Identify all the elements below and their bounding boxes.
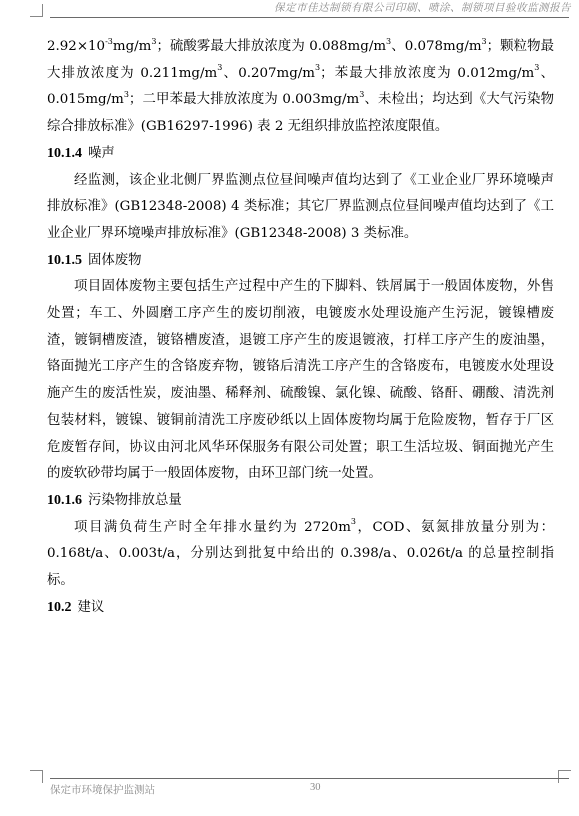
page-number: 30 — [310, 782, 321, 793]
paragraph-air-emissions: $2.92\times 10^{-3}mg/m^3$；硫酸雾最大排放浓度为 $0.088mg/m^3$、$0.078mg/m^3$；颗粒物最大排放浓度为 $0.211mg/m^3$、$0.207mg/m^3$；苯最大排放浓度为 $0.012mg/m^3$、$0.015mg/m^3$；二甲苯最大排放浓度为 $0.003mg/m^3$、未检出；均达到《大气污染物综合排放标准》(GB16297-1996) 表 2 无组织排放监控浓度限值。 — [47, 36, 554, 135]
section-title: 建议 — [77, 599, 105, 615]
corner-mark-bottom-left — [30, 770, 43, 783]
running-header: 保定市佳达制锁有限公司印刷、喷涂、制锁项目验收监测报告 — [274, 2, 571, 14]
paragraph-noise: 经监测，该企业北侧厂界监测点位昼间噪声值均达到了《工业企业厂界环境噪声排放标准》(GB12348-2008) 4 类标准；其它厂界监测点位昼间噪声值均达到了《工业企业厂界环境噪声排放标准》(GB12348-2008) 3 类标准。 — [47, 172, 554, 241]
paragraph-solid-waste: 项目固体废物主要包括生产过程中产生的下脚料、铁屑属于一般固体废物，外售处置；车工、外圆磨工序产生的废切削液，电镀废水处理设施产生污泥，镀镍槽废渣，镀铜槽废渣，镀铬槽废渣，退镀工序产生的废退镀液，打样工序产生的废油墨，铬面抛光工序产生的含铬废弃物，镀铬后清洗工序产生的含铬废布，电镀废水处理设施产生的废活性炭，废油墨、稀释剂、硫酸镍、氯化镍、硫酸、铬酐、硼酸、清洗剂包装材料，镀镍、镀铜前清洗工序废砂纸以上固体废物均属于危险废物，暂存于厂区危废暂存间，协议由河北风华环保服务有限公司处置；职工生活垃圾、铜面抛光产生的废软砂带均属于一般固体废物，由环卫部门统一处置。 — [47, 279, 554, 482]
section-number: 10.1.4 — [47, 145, 82, 161]
corner-mark-bottom-right — [558, 770, 571, 783]
section-number: 10.1.6 — [47, 492, 82, 508]
section-number: 10.2 — [47, 599, 72, 615]
section-heading-10-1-4 — [47, 141, 554, 168]
section-heading-10-1-5 — [47, 248, 554, 275]
section-title: 噪声 — [88, 145, 115, 161]
header-rule — [50, 17, 569, 18]
corner-mark-top-left — [30, 4, 43, 17]
section-title: 固体废物 — [88, 252, 142, 268]
section-heading-10-2 — [47, 595, 554, 622]
footer-rule — [50, 778, 569, 779]
section-title: 污染物排放总量 — [88, 492, 182, 508]
section-number: 10.1.5 — [47, 252, 82, 268]
paragraph-total-emissions: 项目满负荷生产时全年排水量约为 $2720m^3$，COD、氨氮排放量分别为：0.168t/a、0.003t/a，分别达到批复中给出的 0.398/a、0.026t/a 的总量控制指标。 — [47, 517, 554, 589]
section-heading-10-1-6 — [47, 488, 554, 515]
page-body — [47, 34, 554, 621]
footer-organization: 保定市环境保护监测站 — [50, 784, 155, 796]
